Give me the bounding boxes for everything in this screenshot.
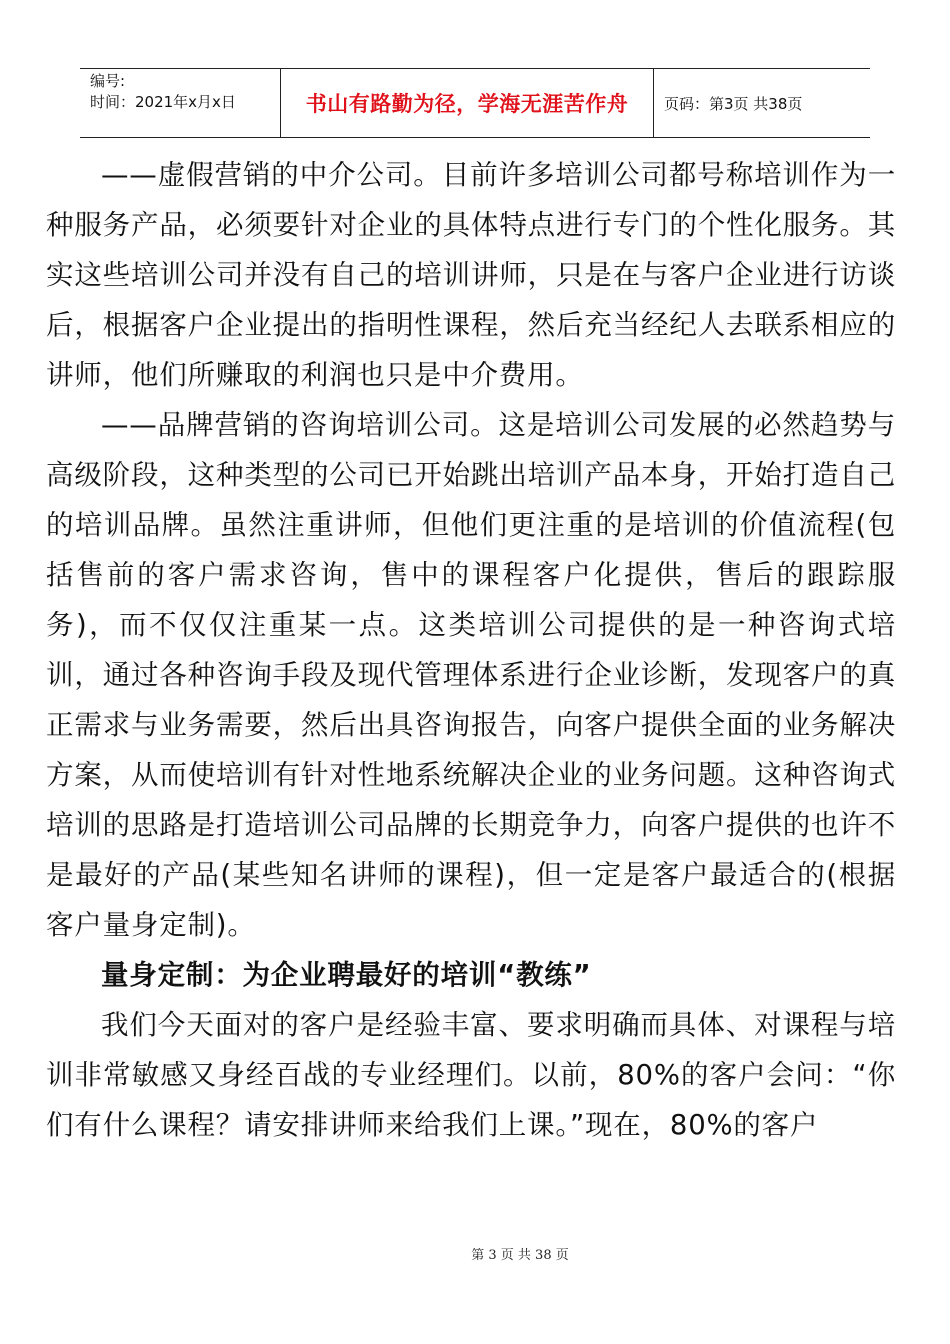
paragraph-customers: 我们今天面对的客户是经验丰富、要求明确而具体、对课程与培训非常敏感又身经百战的专业经理们。以前，80%的客户会问：“你们有什么课程？请安排讲师来给我们上课。”现在，80%的客户 [46, 1009, 896, 1141]
time-label: 时间：2021年x月x日 [90, 93, 236, 111]
document-header [80, 68, 870, 138]
document-body [46, 150, 896, 1150]
header-meta-cell [80, 69, 281, 137]
motto: 书山有路勤为径，学海无涯苦作舟 [281, 69, 654, 137]
header-page-label: 页码：第3页 共38页 [664, 94, 803, 113]
page-footer: 第 3 页 共 38 页 [471, 1248, 569, 1263]
section-heading: 量身定制：为企业聘最好的培训“教练” [101, 959, 592, 991]
number-label: 编号: [90, 72, 126, 90]
paragraph-brand-consulting: ——品牌营销的咨询培训公司。这是培训公司发展的必然趋势与高级阶段，这种类型的公司已开始跳出培训产品本身，开始打造自己的培训品牌。虽然注重讲师，但他们更注重的是培训的价值流程(包括售前的客户需求咨询，售中的课程客户化提供，售后的跟踪服务)，而不仅仅注重某一点。这类培训公司提供的是一种咨询式培训，通过各种咨询手段及现代管理体系进行企业诊断，发现客户的真正需求与业务需要，然后出具咨询报告，向客户提供全面的业务解决方案，从而使培训有针对性地系统解决企业的业务问题。这种咨询式培训的思路是打造培训公司品牌的长期竞争力，向客户提供的也许不是最好的产品(某些知名讲师的课程)，但一定是客户最适合的(根据客户量身定制)。 [46, 409, 896, 941]
paragraph-intermediary: ——虚假营销的中介公司。目前许多培训公司都号称培训作为一种服务产品，必须要针对企业的具体特点进行专门的个性化服务。其实这些培训公司并没有自己的培训讲师，只是在与客户企业进行访谈后，根据客户企业提出的指明性课程，然后充当经纪人去联系相应的讲师，他们所赚取的利润也只是中介费用。 [46, 159, 896, 391]
